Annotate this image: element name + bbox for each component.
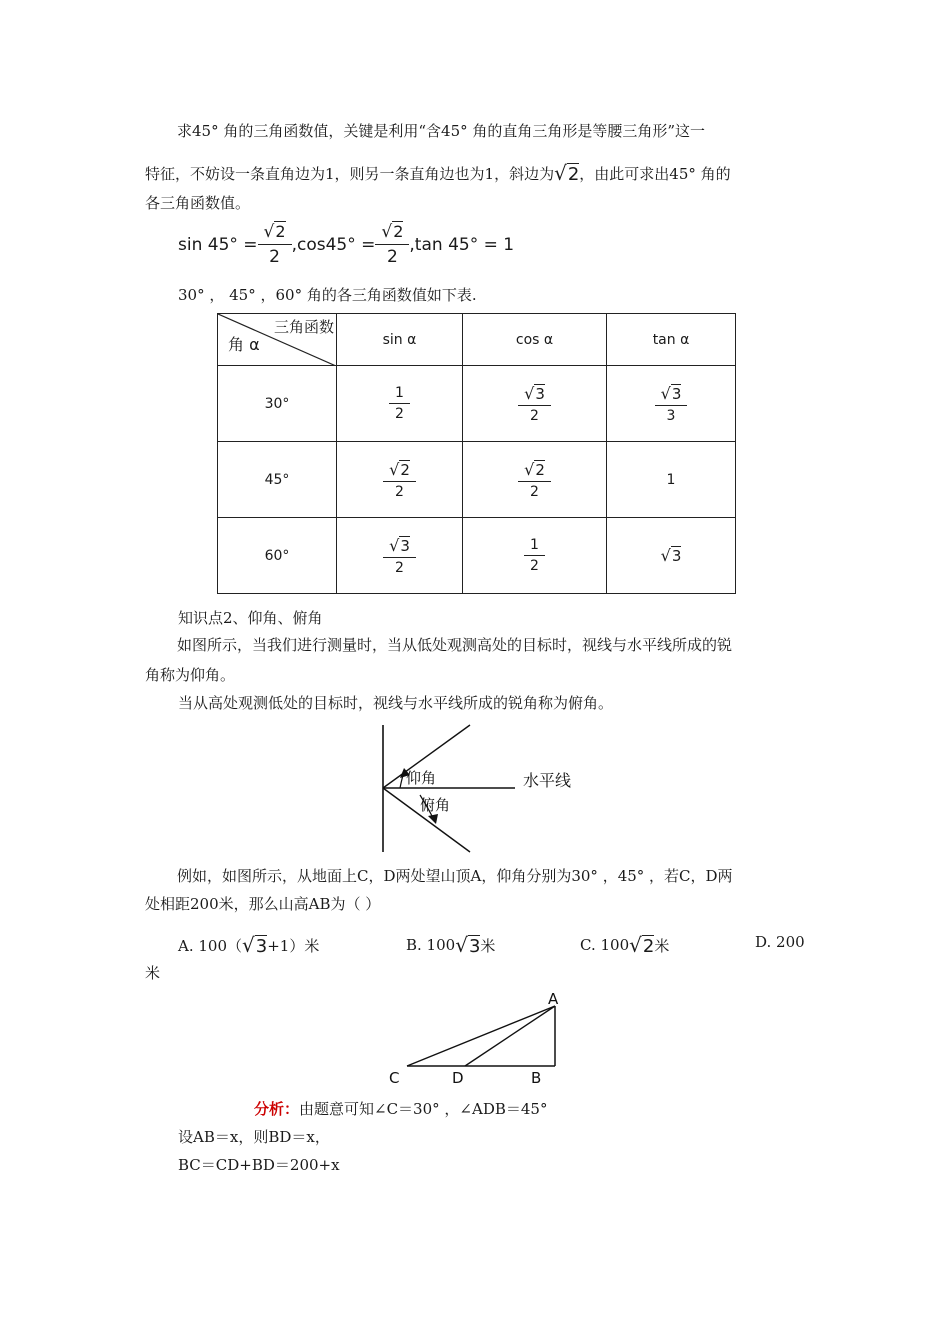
line-CA bbox=[407, 1006, 555, 1066]
intro-line-2: 特征，不妨设一条直角边为1，则另一条直角边也为1，斜边为 √2 ，由此可求出45° 角的 bbox=[145, 158, 810, 190]
choice-b[interactable]: B. 100 √3 米 bbox=[406, 933, 496, 957]
choice-c[interactable]: C. 100 √2 米 bbox=[580, 933, 670, 957]
section-paragraph-2: 当从高处观测低处的目标时，视线与水平线所成的锐角称为俯角。 bbox=[178, 694, 614, 712]
example-line-1: 例如，如图所示，从地面上C，D两处望山顶A，仰角分别为30° ，45° ，若C，D两 bbox=[177, 867, 733, 885]
value-cell: $\frac{1}{2}$ bbox=[463, 518, 607, 594]
corner-bottom-label: 角 α bbox=[228, 335, 260, 354]
intro-paragraph bbox=[145, 116, 810, 146]
label-D: D bbox=[452, 1069, 464, 1087]
analysis-line: 分析：由题意可知∠C＝30° ，∠ADB＝45° bbox=[254, 1100, 548, 1118]
angle-cell: 30° bbox=[218, 366, 337, 442]
horizontal-label: 水平线 bbox=[523, 771, 572, 790]
example-line-2: 处相距200米，那么山高AB为（ ） bbox=[145, 895, 381, 913]
section-paragraph-1b: 角称为仰角。 bbox=[145, 666, 236, 684]
line-DA bbox=[465, 1006, 555, 1066]
corner-top-label: 三角函数 bbox=[273, 318, 334, 336]
sqrt-2-inline: √2 bbox=[554, 161, 580, 185]
table-intro: 30° ， 45° ，60° 角的各三角函数值如下表. bbox=[178, 286, 477, 304]
fraction-sqrt2-over-2: $\frac{√2}{2}$ bbox=[378, 222, 406, 267]
angle-figure bbox=[370, 720, 590, 855]
value-cell: $\frac{√3}{2}$ bbox=[463, 366, 607, 442]
angle-cell: 45° bbox=[218, 442, 337, 518]
analysis-step-2: BC＝CD+BD＝200+x bbox=[178, 1156, 340, 1174]
value-cell: $\frac{√3}{2}$ bbox=[337, 518, 463, 594]
trig-table bbox=[217, 313, 736, 594]
section-title: 知识点2、仰角、俯角 bbox=[178, 609, 323, 627]
label-B: B bbox=[531, 1069, 542, 1087]
fraction-sqrt2-over-2: $\frac{√2}{2}$ bbox=[261, 222, 289, 267]
value-cell: $\frac{√2}{2}$ bbox=[337, 442, 463, 518]
header-tan: tan α bbox=[607, 314, 736, 366]
choice-a[interactable]: A. 100（ √3 +1）米 bbox=[178, 933, 320, 957]
header-sin: sin α bbox=[337, 314, 463, 366]
label-C: C bbox=[389, 1069, 400, 1087]
intro-line-3: 各三角函数值。 bbox=[145, 194, 251, 212]
sqrt-3: √3 bbox=[455, 933, 481, 957]
value-cell: 1 bbox=[607, 442, 736, 518]
value-cell: $\frac{1}{2}$ bbox=[337, 366, 463, 442]
section-paragraph-1: 如图所示，当我们进行测量时，当从低处观测高处的目标时，视线与水平线所成的锐 bbox=[177, 636, 733, 654]
analysis-label: 分析： bbox=[254, 1100, 300, 1118]
depression-label: 俯角 bbox=[420, 796, 451, 814]
label-A: A bbox=[548, 990, 559, 1008]
elevation-label: 仰角 bbox=[406, 769, 437, 787]
angle-cell: 60° bbox=[218, 518, 337, 594]
value-cell: √3 bbox=[607, 518, 736, 594]
intro-line-1: 求45° 角的三角函数值，关键是利用“含45° 角的直角三角形是等腰三角形”这一 bbox=[177, 122, 706, 140]
formula-45: sin 45° = $\frac{√2}{2}$ ,cos45° = $\frac{√2}{2}$ ,tan 45° = 1 bbox=[178, 222, 515, 267]
sqrt-2: √2 bbox=[629, 933, 655, 957]
value-cell: $\frac{√2}{2}$ bbox=[463, 442, 607, 518]
corner-header-cell bbox=[218, 314, 337, 366]
sqrt-3: √3 bbox=[242, 933, 268, 957]
header-cos: cos α bbox=[463, 314, 607, 366]
analysis-step-1: 设AB＝x，则BD＝x， bbox=[178, 1128, 330, 1146]
choice-d-unit: 米 bbox=[145, 964, 161, 982]
triangle-figure bbox=[385, 990, 570, 1090]
choice-d[interactable]: D. 200 bbox=[755, 933, 805, 951]
value-cell: $\frac{√3}{3}$ bbox=[607, 366, 736, 442]
